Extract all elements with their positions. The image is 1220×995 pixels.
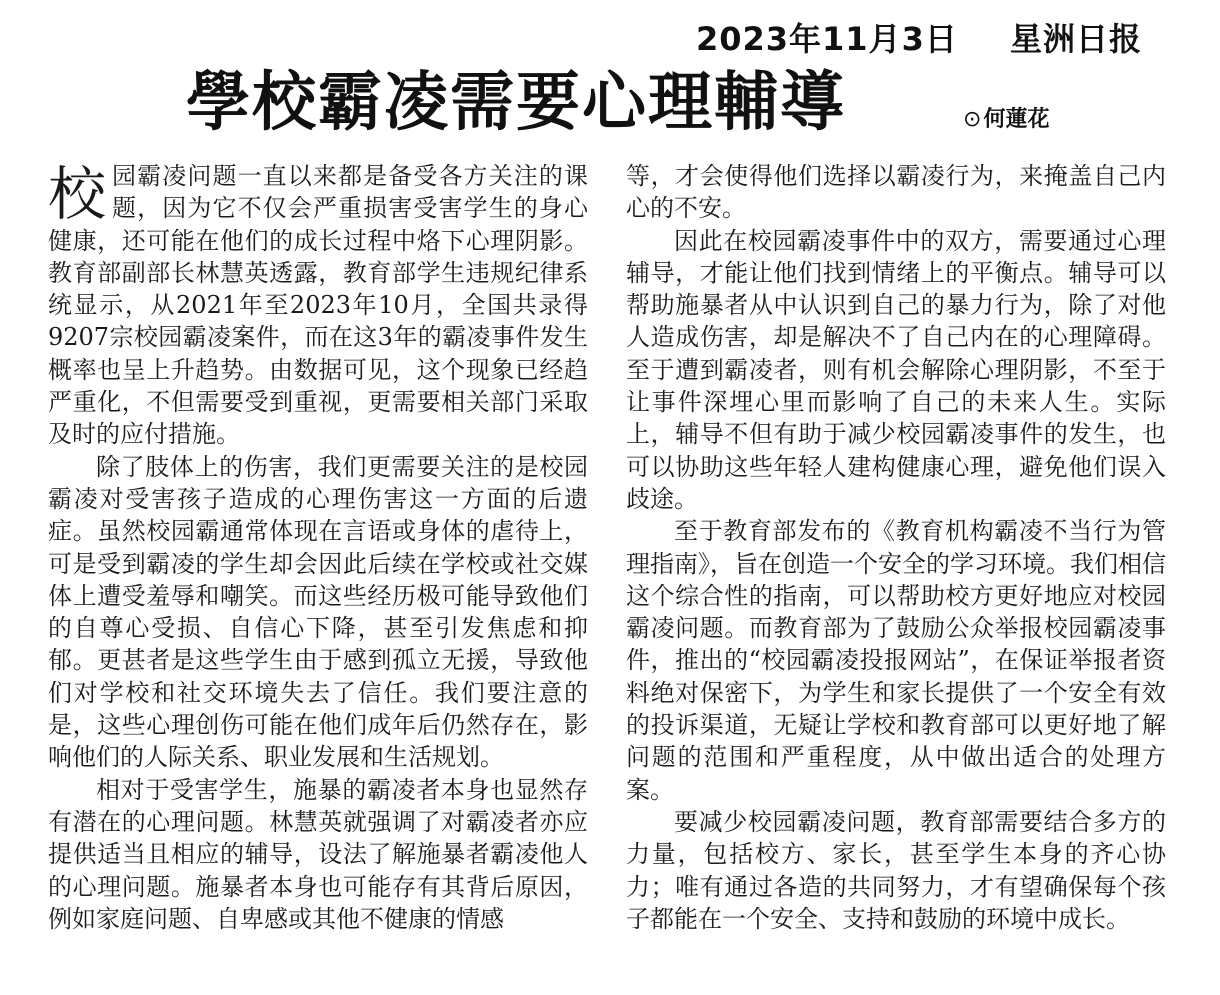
paragraph-continued: 等，才会使得他们选择以霸凌行为，来掩盖自己内心的不安。 [626, 162, 1166, 223]
drop-cap: 校 [48, 160, 107, 228]
paragraph [48, 160, 588, 451]
paragraph-text: 园霸凌问题一直以来都是备受各方关注的课题，因为它不仅会严重损害受害学生的身心健康，还可能在他们的成长过程中烙下心理阴影。教育部副部长林慧英透露，教育部学生违规纪律系统显示，从2021年至2023年10月，全国共录得9207宗校园霸凌案件，而在这3年的霸凌事件发生概率也呈上升趋势。由数据可见，这个现象已经趋严重化，不但需要受到重视，更需要相关部门采取及时的应付措施。 [48, 162, 588, 449]
paragraph: 要减少校园霸凌问题，教育部需要结合多方的力量，包括校方、家长，甚至学生本身的齐心协力；唯有通过各造的共同努力，才有望确保每个孩子都能在一个安全、支持和鼓励的环境中成长。 [626, 807, 1166, 933]
paragraph: 相对于受害学生，施暴的霸凌者本身也显然存有潜在的心理问题。林慧英就强调了对霸凌者亦应提供适当且相应的辅导，设法了解施暴者霸凌他人的心理问题。施暴者本身也可能存有其背后原因，例如家庭问题、自卑感或其他不健康的情感 [48, 775, 588, 933]
author-name: 何蓮花 [983, 107, 1050, 132]
byline-marker-icon: ⊙ [963, 107, 982, 132]
paragraph: 因此在校园霸凌事件中的双方，需要通过心理辅导，才能让他们找到情绪上的平衡点。辅导可以帮助施暴者从中认识到自己的暴力行为，除了对他人造成伤害，却是解决不了自己内在的心理障碍。至于遭到霸凌者，则有机会解除心理阴影，不至于让事件深埋心里而影响了自己的未来人生。实际上，辅导不但有助于减少校园霸凌事件的发生，也可以协助这些年轻人建构健康心理，避免他们误入歧途。 [626, 226, 1166, 513]
publication-date: 2023年11月3日 [695, 20, 958, 58]
article-column-left [48, 160, 588, 935]
newspaper-name: 星洲日报 [1009, 20, 1142, 58]
paragraph: 除了肢体上的伤害，我们更需要关注的是校园霸凌对受害孩子造成的心理伤害这一方面的后遗症。虽然校园霸通常体现在言语或身体的虐待上，可是受到霸凌的学生却会因此后续在学校或社交媒体上遭受羞辱和嘲笑。而这些经历极可能导致他们的自尊心受损、自信心下降，甚至引发焦虑和抑郁。更甚者是这些学生由于感到孤立无援，导致他们对学校和社交环境失去了信任。我们要注意的是，这些心理创伤可能在他们成年后仍然存在，影响他们的人际关系、职业发展和生活规划。 [48, 452, 588, 772]
paragraph: 至于教育部发布的《教育机构霸凌不当行为管理指南》，旨在创造一个安全的学习环境。我们相信这个综合性的指南，可以帮助校方更好地应对校园霸凌问题。而教育部为了鼓励公众举报校园霸凌事件，推出的“校园霸凌投报网站”，在保证举报者资料绝对保密下，为学生和家长提供了一个安全有效的投诉渠道，无疑让学校和教育部可以更好地了解问题的范围和严重程度，从中做出适合的处理方案。 [626, 517, 1166, 804]
article-column-right [626, 160, 1166, 935]
article-title: 學校霸凌需要心理輔導 [186, 66, 846, 140]
byline [963, 102, 1049, 133]
masthead [696, 14, 1142, 60]
